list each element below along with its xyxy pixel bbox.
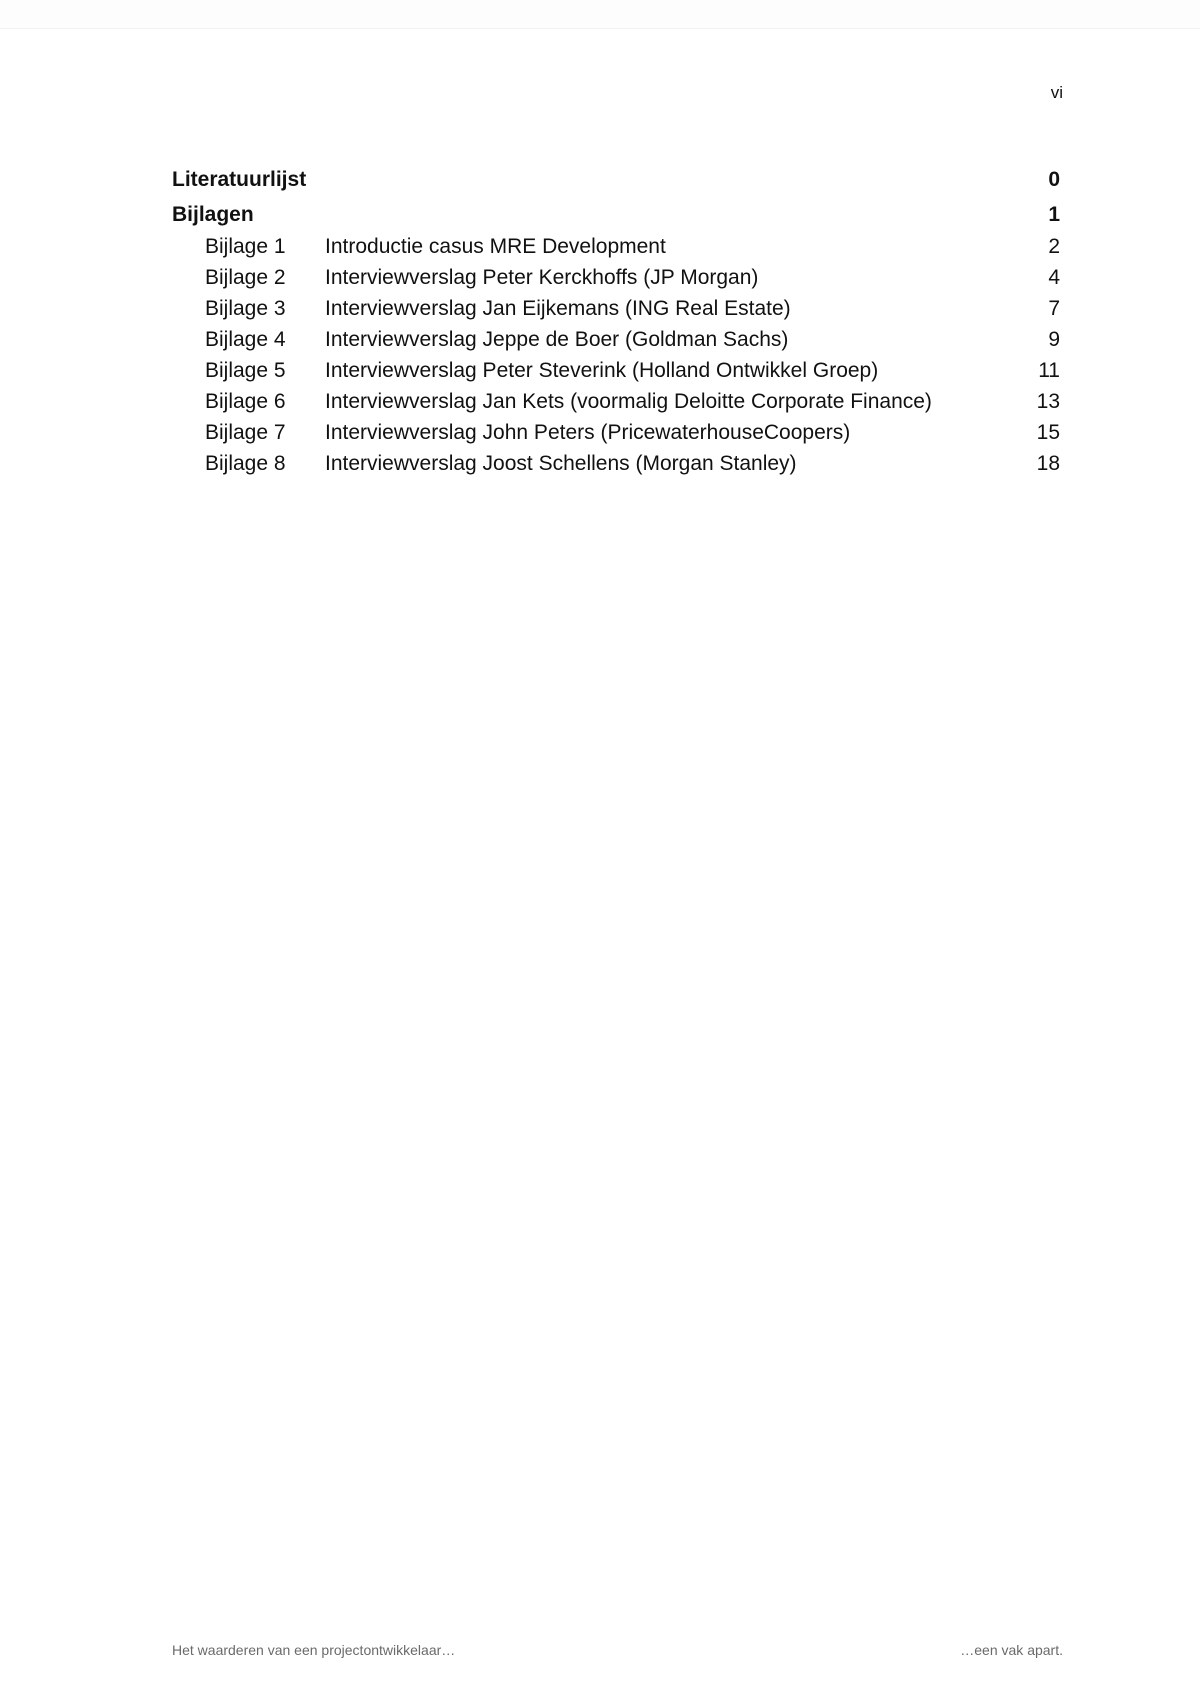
appendix-title: Interviewverslag Jan Eijkemans (ING Real Estate) xyxy=(325,297,791,320)
appendix-label: Bijlage 6 xyxy=(205,390,286,413)
toc-entry-bijlage-5[interactable] xyxy=(172,359,1060,383)
toc-entry-bijlage-7[interactable] xyxy=(172,421,1060,445)
toc-entry-bijlagen[interactable] xyxy=(172,203,1060,227)
table-of-contents xyxy=(172,168,1060,476)
appendix-title: Interviewverslag Peter Kerckhoffs (JP Morgan) xyxy=(325,266,759,289)
appendix-page: 18 xyxy=(1036,452,1060,475)
appendix-page: 11 xyxy=(1038,359,1060,382)
toc-entry-page: 1 xyxy=(1048,203,1060,226)
appendix-title: Interviewverslag John Peters (PricewaterhouseCoopers) xyxy=(325,421,851,444)
toc-entry-title: Bijlagen xyxy=(172,203,254,226)
appendix-label: Bijlage 1 xyxy=(205,235,286,258)
footer-left-text: Het waarderen van een projectontwikkelaar… xyxy=(172,1642,456,1658)
page-number: vi xyxy=(1050,83,1063,102)
appendix-page: 13 xyxy=(1036,390,1060,413)
appendix-title: Interviewverslag Jan Kets (voormalig Deloitte Corporate Finance) xyxy=(325,390,932,413)
appendix-title: Interviewverslag Jeppe de Boer (Goldman Sachs) xyxy=(325,328,789,351)
appendix-title: Interviewverslag Joost Schellens (Morgan Stanley) xyxy=(325,452,797,475)
appendix-page: 4 xyxy=(1048,266,1060,289)
toc-entry-bijlage-2[interactable] xyxy=(172,266,1060,290)
appendix-page: 2 xyxy=(1048,235,1060,258)
appendix-label: Bijlage 3 xyxy=(205,297,286,320)
appendix-page: 9 xyxy=(1048,328,1060,351)
toc-entry-bijlage-6[interactable] xyxy=(172,390,1060,414)
appendix-label: Bijlage 8 xyxy=(205,452,286,475)
toc-entry-page: 0 xyxy=(1048,168,1060,191)
toc-entry-bijlage-1[interactable] xyxy=(172,235,1060,259)
toc-entry-literatuurlijst[interactable] xyxy=(172,168,1060,192)
toc-entry-bijlage-4[interactable] xyxy=(172,328,1060,352)
appendix-label: Bijlage 2 xyxy=(205,266,286,289)
appendix-label: Bijlage 7 xyxy=(205,421,286,444)
toc-entry-title: Literatuurlijst xyxy=(172,168,307,191)
footer-right-text: …een vak apart. xyxy=(960,1642,1063,1658)
appendix-page: 15 xyxy=(1036,421,1060,444)
page-top-edge xyxy=(0,0,1200,29)
appendix-label: Bijlage 4 xyxy=(205,328,286,351)
appendix-page: 7 xyxy=(1048,297,1060,320)
appendix-title: Interviewverslag Peter Steverink (Holland Ontwikkel Groep) xyxy=(325,359,879,382)
appendix-title: Introductie casus MRE Development xyxy=(325,235,666,258)
toc-entry-bijlage-3[interactable] xyxy=(172,297,1060,321)
toc-entry-bijlage-8[interactable] xyxy=(172,452,1060,476)
appendix-label: Bijlage 5 xyxy=(205,359,286,382)
